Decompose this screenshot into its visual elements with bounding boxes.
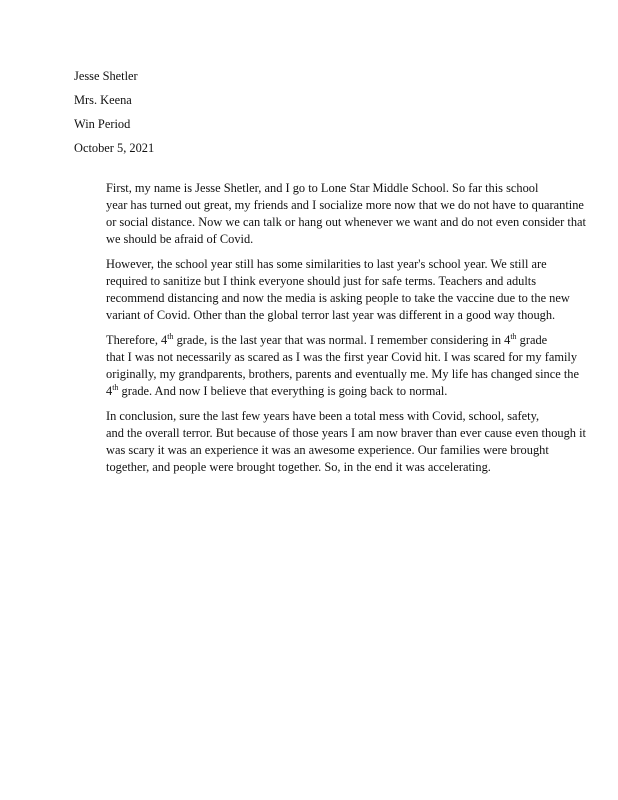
ordinal-suffix: th — [510, 332, 517, 341]
paragraph-line: required to sanitize but I think everyone should just for safe terms. Teachers and adults — [106, 274, 537, 288]
paragraph-3 — [74, 332, 579, 400]
class-period: Win Period — [74, 117, 131, 131]
paragraph-line: and the overall terror. But because of those years I am now braver than ever cause even though it — [106, 426, 586, 440]
text-run: grade, is the last year that was normal. I remember considering in 4 — [173, 333, 511, 347]
paragraph-line: recommend distancing and now the media is asking people to take the vaccine due to the new — [106, 291, 570, 305]
student-name: Jesse Shetler — [74, 69, 138, 83]
paragraph-2 — [74, 256, 570, 324]
paragraph-4 — [74, 408, 586, 476]
ordinal-suffix: th — [112, 383, 119, 392]
essay-body — [74, 180, 586, 484]
text-run: grade — [516, 333, 548, 347]
text-run: Therefore, 4 — [106, 333, 168, 347]
paragraph-line: or social distance. Now we can talk or hang out whenever we want and do not even consider that — [106, 215, 586, 229]
paragraph-line: together, and people were brought together. So, in the end it was accelerating. — [106, 460, 491, 474]
paragraph-line — [74, 332, 554, 349]
text-run: 4 — [106, 384, 113, 398]
paragraph-line: that I was not necessarily as scared as I was the first year Covid hit. I was scared for my family — [106, 350, 578, 364]
paragraph-line: variant of Covid. Other than the global terror last year was different in a good way though. — [106, 308, 556, 322]
paragraph-line: In conclusion, sure the last few years have been a total mess with Covid, school, safety, — [106, 409, 540, 423]
paragraph-line: originally, my grandparents, brothers, parents and eventually me. My life has changed since the — [106, 367, 579, 381]
paragraph-1 — [74, 180, 586, 248]
essay-date: October 5, 2021 — [74, 141, 155, 155]
paragraph-line: However, the school year still has some similarities to last year's school year. We still are — [106, 257, 547, 271]
ordinal-suffix: th — [167, 332, 174, 341]
paragraph-line: year has turned out great, my friends and I socialize more now that we do not have to quarantine — [106, 198, 584, 212]
paragraph-line: we should be afraid of Covid. — [106, 232, 254, 246]
paragraph-line: First, my name is Jesse Shetler, and I go to Lone Star Middle School. So far this school — [106, 181, 539, 195]
text-run: grade. And now I believe that everything is going back to normal. — [118, 384, 448, 398]
essay-header — [74, 69, 554, 165]
paragraph-line: was scary it was an experience it was an awesome experience. Our families were brought — [106, 443, 549, 457]
paragraph-line — [74, 383, 554, 400]
teacher-name: Mrs. Keena — [74, 93, 132, 107]
